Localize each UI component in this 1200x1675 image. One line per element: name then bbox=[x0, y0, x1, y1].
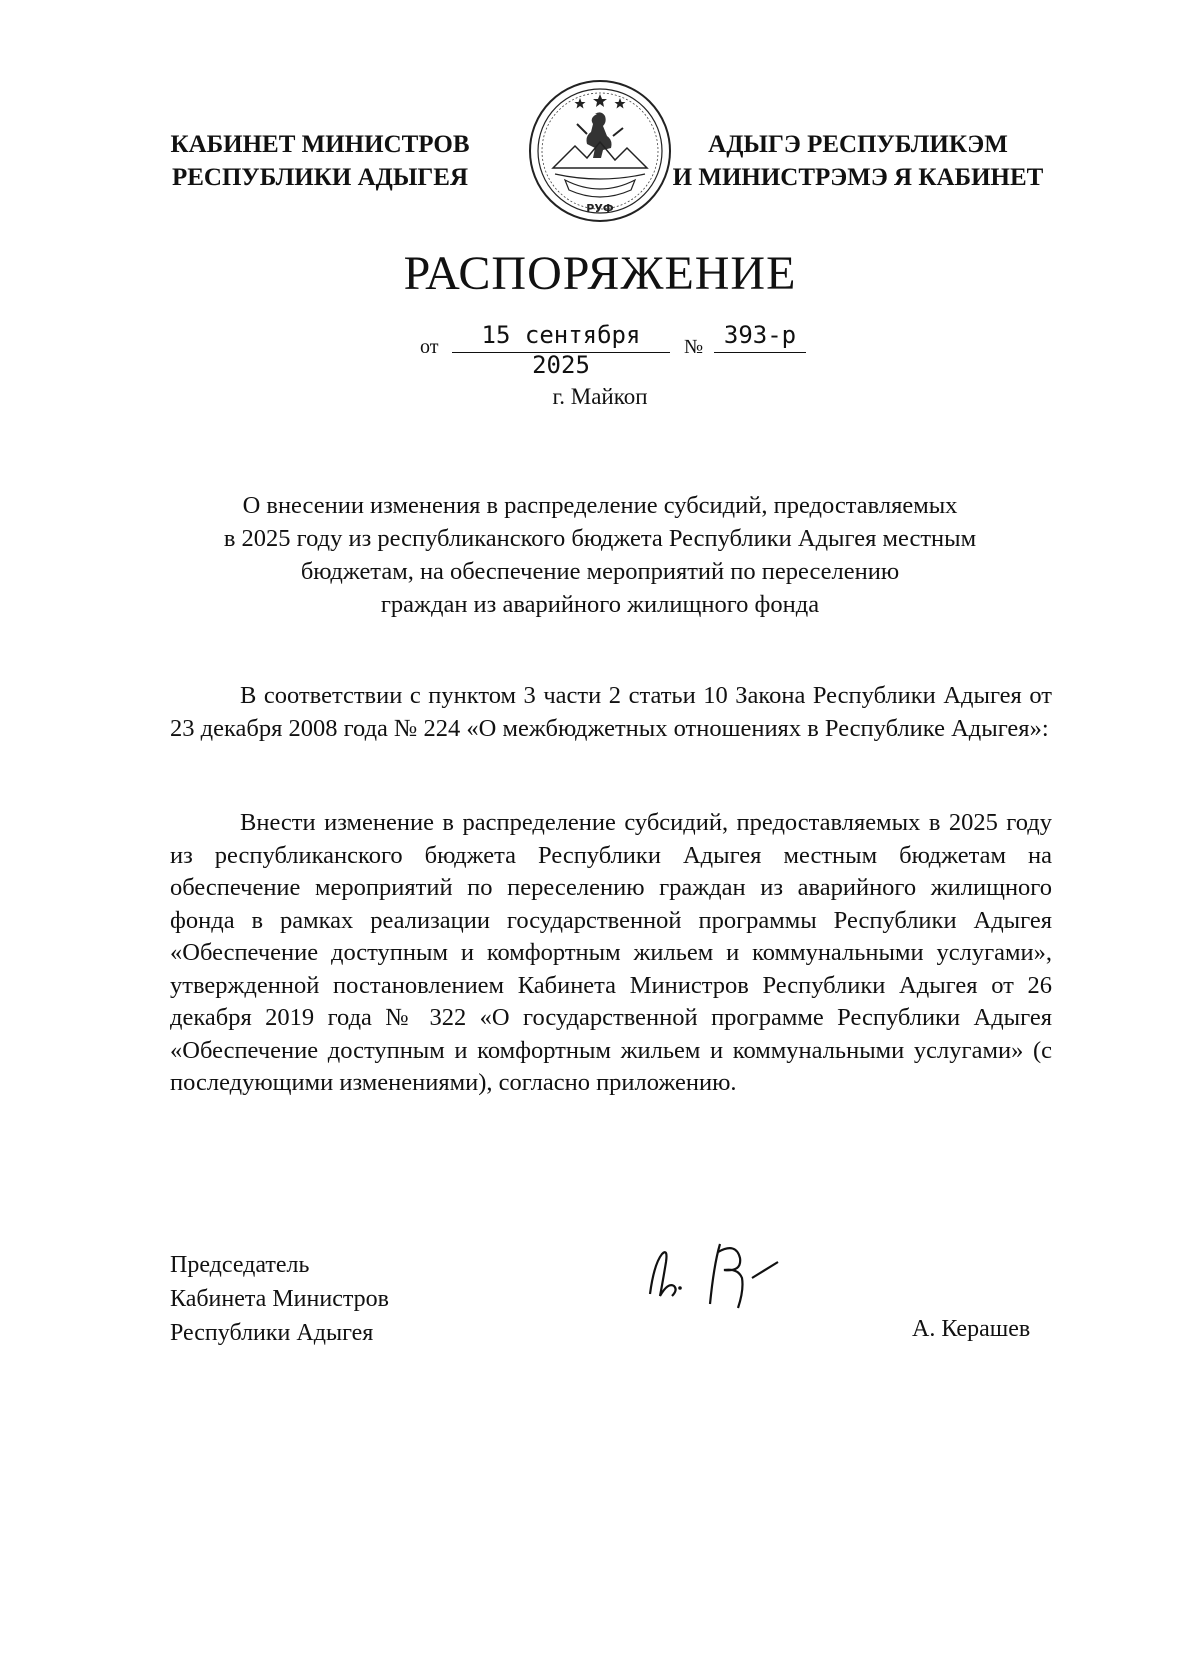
document-subject bbox=[180, 489, 1020, 621]
body-paragraph-order: Внести изменение в распределение субсидий, предоставляемых в 2025 году из республиканского бюджета Республики Адыгея местным бюджетам на обеспечение мероприятий по переселению граждан из аварийного жилищного фонда в рамках реализации государственной программы Республики Адыгея «Обеспечение доступным и комфортным жильем и коммунальными услугами», утвержденной постановлением Кабинета Министров Республики Адыгея от 26 декабря 2019 года № 322 «О государственной программе Республики Адыгея «Обеспечение доступным и комфортным жильем и коммунальными услугами» (с последующими изменениями), согласно приложению. bbox=[170, 809, 1052, 1096]
issuer-adyghe-line-2: И МИНИСТРЭМЭ Я КАБИНЕТ bbox=[672, 164, 1044, 191]
emblem-text: РУФ bbox=[586, 202, 614, 215]
subject-line-3: бюджетам, на обеспечение мероприятий по переселению bbox=[300, 558, 900, 585]
signatory-name: А. Керашев bbox=[912, 1316, 1031, 1342]
issuer-line-1: КАБИНЕТ МИНИСТРОВ bbox=[170, 131, 470, 158]
issuer-line-2: РЕСПУБЛИКИ АДЫГЕЯ bbox=[171, 164, 469, 191]
handwritten-signature-icon bbox=[640, 1214, 820, 1324]
document-number: 393-р bbox=[714, 320, 806, 353]
subject-line-4: граждан из аварийного жилищного фонда bbox=[380, 591, 820, 618]
body-paragraph-basis: В соответствии с пунктом 3 части 2 статьи 10 Закона Республики Адыгея от 23 декабря 2008 года № 224 «О межбюджетных отношениях в Республике Адыгея»: bbox=[170, 682, 1052, 742]
signatory-position bbox=[170, 1248, 389, 1350]
issuer-adyghe-line-1: АДЫГЭ РЕСПУБЛИКЭМ bbox=[708, 131, 1008, 158]
document-title: РАСПОРЯЖЕНИЕ bbox=[403, 247, 797, 300]
position-line-3: Республики Адыгея bbox=[170, 1320, 374, 1346]
document-date: 15 сентября 2025 bbox=[452, 320, 670, 353]
issuer-name-adyghe bbox=[668, 128, 1048, 194]
coat-of-arms-icon bbox=[525, 76, 675, 226]
number-prefix: № bbox=[684, 336, 704, 358]
position-line-1: Председатель bbox=[170, 1252, 310, 1278]
subject-line-2: в 2025 году из республиканского бюджета Республики Адыгея местным bbox=[223, 525, 977, 552]
issuer-name-russian bbox=[150, 128, 490, 194]
date-number-row bbox=[0, 320, 1200, 379]
position-line-2: Кабинета Министров bbox=[170, 1286, 389, 1312]
subject-line-1: О внесении изменения в распределение субсидий, предоставляемых bbox=[242, 492, 958, 519]
date-prefix: от bbox=[420, 336, 439, 358]
issue-city: г. Майкоп bbox=[552, 384, 648, 409]
